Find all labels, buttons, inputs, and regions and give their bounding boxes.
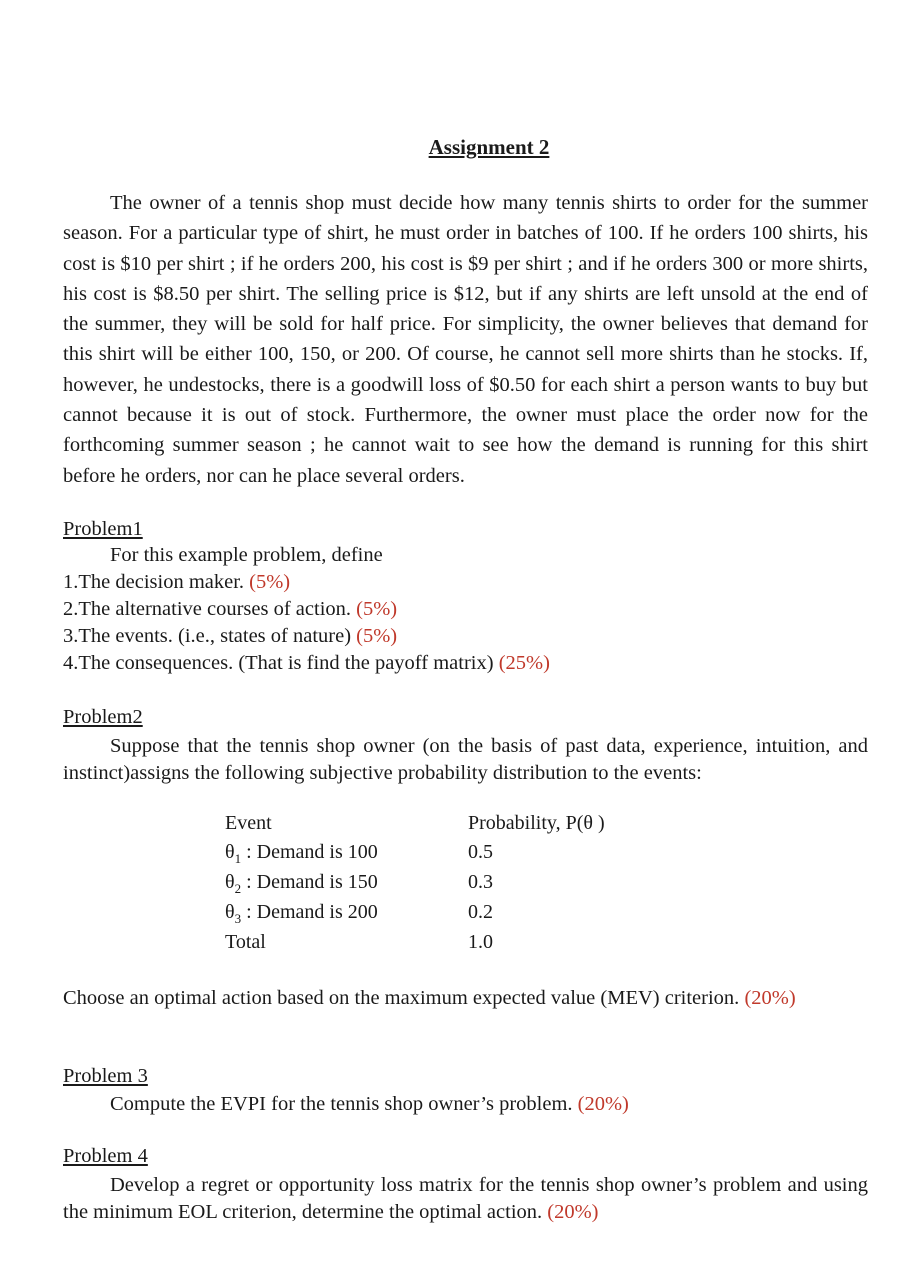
event-label: : Demand is 100 — [246, 841, 378, 863]
total-label: Total — [225, 931, 266, 953]
intro-text: The owner of a tennis shop must decide how many tennis shirts to order for the summer season. For a particular type of shirt, he must order in batches of 100. If he orders 100 shirts, his cost is $10 per shirt ; if he orders 200, his cost is $9 per shirt ; and if he orders 300 or more shirts, his cost is $8.50 per shirt. The selling price is $12, but if any shirts are left unsold at the end of the summer, they will be sold for half price. For simplicity, the owner believes that demand for this shirt will be either 100, 150, or 200. Of course, he cannot sell more shirts than he stocks. If, however, he undestocks, there is a goodwill loss of $0.50 for each shirt a person wants to buy but cannot because it is out of stock. Furthermore, the owner must place the order now for the forthcoming summer season ; he cannot wait to see how the demand is running for this shirt before he orders, nor can he place several orders. — [63, 192, 868, 487]
event-cell — [225, 871, 378, 897]
event-cell — [225, 901, 378, 927]
problem1-item-text: 1.The decision maker. — [63, 571, 245, 593]
problem3-text: Compute the EVPI for the tennis shop owner’s problem. — [110, 1093, 573, 1115]
problem2-text: Suppose that the tennis shop owner (on the basis of past data, experience, intuition, and instinct)assigns the following subjective probability distribution to the events: — [63, 735, 868, 784]
problem1-item-4 — [63, 652, 550, 675]
theta-subscript: 3 — [234, 911, 242, 926]
theta-symbol: θ — [225, 871, 235, 893]
event-column-header: Event — [225, 812, 272, 834]
problem1-item-1 — [63, 571, 290, 594]
problem4-text: Develop a regret or opportunity loss matrix for the tennis shop owner’s problem and using the minimum EOL criterion, determine the optimal action. — [63, 1174, 868, 1223]
choose-text: Choose an optimal action based on the maximum expected value (MEV) criterion. — [63, 987, 740, 1009]
intro-paragraph — [63, 188, 868, 491]
problem3-heading: Problem 3 — [63, 1065, 148, 1087]
page-title: Assignment 2 — [428, 135, 550, 159]
problem2-heading: Problem2 — [63, 706, 143, 728]
problem4-pct: (20%) — [547, 1201, 599, 1223]
probability-cell: 0.5 — [468, 841, 493, 863]
probability-cell: 0.3 — [468, 871, 493, 893]
theta-subscript: 2 — [234, 881, 242, 896]
problem2-paragraph — [63, 733, 868, 787]
problem1-item-text: 3.The events. (i.e., states of nature) — [63, 625, 352, 647]
problem1-item-pct: (5%) — [356, 625, 398, 647]
event-label: : Demand is 150 — [246, 871, 378, 893]
theta-subscript: 1 — [234, 851, 242, 866]
problem1-item-pct: (25%) — [498, 652, 550, 674]
problem1-item-text: 2.The alternative courses of action. — [63, 598, 352, 620]
problem1-item-3 — [63, 625, 397, 648]
probability-cell: 0.2 — [468, 901, 493, 923]
problem1-lead: For this example problem, define — [110, 544, 383, 566]
problem1-item-2 — [63, 598, 397, 621]
problem1-item-text: 4.The consequences. (That is find the payoff matrix) — [63, 652, 494, 674]
problem1-heading: Problem1 — [63, 518, 143, 540]
event-label: : Demand is 200 — [246, 901, 378, 923]
event-cell — [225, 841, 378, 867]
choose-pct: (20%) — [744, 987, 796, 1009]
choose-paragraph — [63, 985, 868, 1012]
theta-symbol: θ — [225, 841, 235, 863]
total-value: 1.0 — [468, 931, 493, 953]
problem1-item-pct: (5%) — [356, 598, 398, 620]
theta-symbol: θ — [225, 901, 235, 923]
probability-column-header: Probability, P(θ ) — [468, 812, 605, 834]
problem3-pct: (20%) — [577, 1093, 629, 1115]
problem3-line — [110, 1093, 629, 1116]
problem4-heading: Problem 4 — [63, 1145, 148, 1167]
problem4-paragraph — [63, 1172, 868, 1226]
problem1-item-pct: (5%) — [249, 571, 291, 593]
